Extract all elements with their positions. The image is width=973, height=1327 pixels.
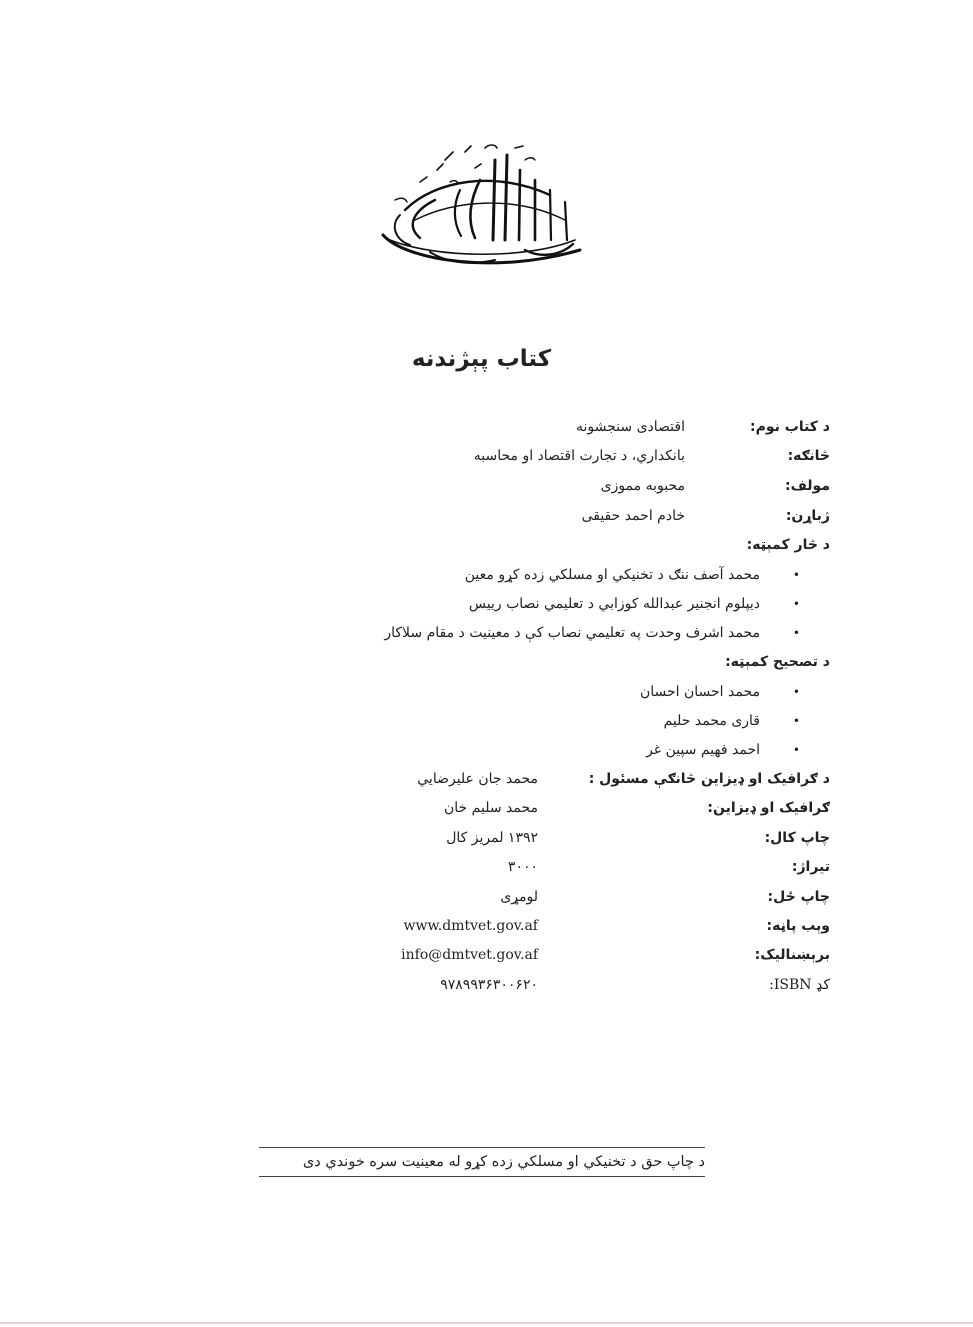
bullet-icon: • [792, 568, 800, 582]
website-value: www.dmtvet.gov.af [403, 918, 538, 934]
print-year-row [446, 824, 830, 852]
page-bottom-edge [0, 1322, 973, 1324]
correction-heading: د تصحیح کمېټه: [725, 654, 830, 670]
email-row [401, 941, 830, 969]
edition-label: چاپ ځل: [767, 889, 830, 905]
page-title: کتاب پېژندنه [411, 346, 552, 372]
print-year-value: ۱۳۹۲ لمریز کال [446, 830, 538, 846]
bullet-icon: • [792, 597, 800, 611]
bullet-icon: • [792, 626, 800, 640]
edition-row [500, 883, 830, 911]
bullet-icon: • [792, 714, 800, 728]
correction-heading-row [725, 648, 830, 676]
correction-member: قاری محمد حلیم [663, 713, 760, 729]
edition-value: لومړی [500, 889, 538, 905]
book-name-value: اقتصادی سنجشونه [576, 419, 685, 435]
book-name-row [576, 413, 830, 441]
graphics-design-value: محمد سلیم خان [444, 800, 538, 816]
supervision-member: محمد اشرف وحدت په تعلیمي نصاب کې د معینیت د مقام سلاکار [384, 625, 760, 641]
book-name-label: د کتاب نوم: [749, 419, 830, 435]
graphics-head-value: محمد جان علیرضایي [417, 771, 538, 787]
supervision-heading: د څار کمېټه: [746, 537, 830, 553]
print-run-row [507, 853, 830, 881]
author-row [600, 472, 830, 500]
supervision-member: دیپلوم انجنیر عبدالله کوزابي د تعلیمي نصاب رییس [468, 596, 760, 612]
graphics-head-row [417, 765, 830, 793]
isbn-row [440, 971, 830, 999]
author-label: مولف: [785, 478, 830, 494]
bullet-icon: • [792, 685, 800, 699]
department-label: څانګه: [787, 448, 830, 464]
website-row [403, 912, 830, 940]
bullet-icon: • [792, 743, 800, 757]
email-label: برېښنالیک: [754, 947, 830, 963]
isbn-value: ۹۷۸۹۹۳۶۳۰۰۶۲۰ [440, 977, 538, 993]
graphics-design-label: ګرافیک او ډیزاین: [707, 800, 830, 816]
translator-row [581, 502, 830, 530]
copyright-notice: د چاپ حق د تخنیکي او مسلکي زده کړو له معینیت سره خوندي دی [259, 1147, 705, 1177]
correction-member: محمد احسان احسان [639, 684, 760, 700]
translator-value: خادم احمد حقیقی [581, 508, 685, 524]
translator-label: ژباړن: [785, 508, 830, 524]
author-value: محبوبه مموزی [600, 478, 685, 494]
graphics-head-label: د ګرافیک او ډیزاین څانګې مسئول : [588, 771, 830, 787]
supervision-member: محمد آصف ننګ د تخنیکي او مسلکي زده کړو معین [464, 567, 760, 583]
print-run-label: تیراژ: [791, 859, 830, 875]
department-row [473, 442, 830, 470]
correction-member: احمد فهیم سپین غر [646, 742, 760, 758]
bismillah-calligraphy-icon [375, 140, 595, 275]
email-value: info@dmtvet.gov.af [401, 947, 538, 963]
isbn-label: کډ ISBN: [769, 977, 830, 993]
supervision-heading-row [747, 531, 830, 559]
department-value: بانکداري، د تجارت اقتصاد او محاسبه [473, 448, 685, 464]
print-run-value: ۳۰۰۰ [507, 859, 538, 875]
graphics-design-row [444, 794, 830, 822]
website-label: وېب پاڼه: [766, 918, 830, 934]
print-year-label: چاپ کال: [764, 830, 830, 846]
